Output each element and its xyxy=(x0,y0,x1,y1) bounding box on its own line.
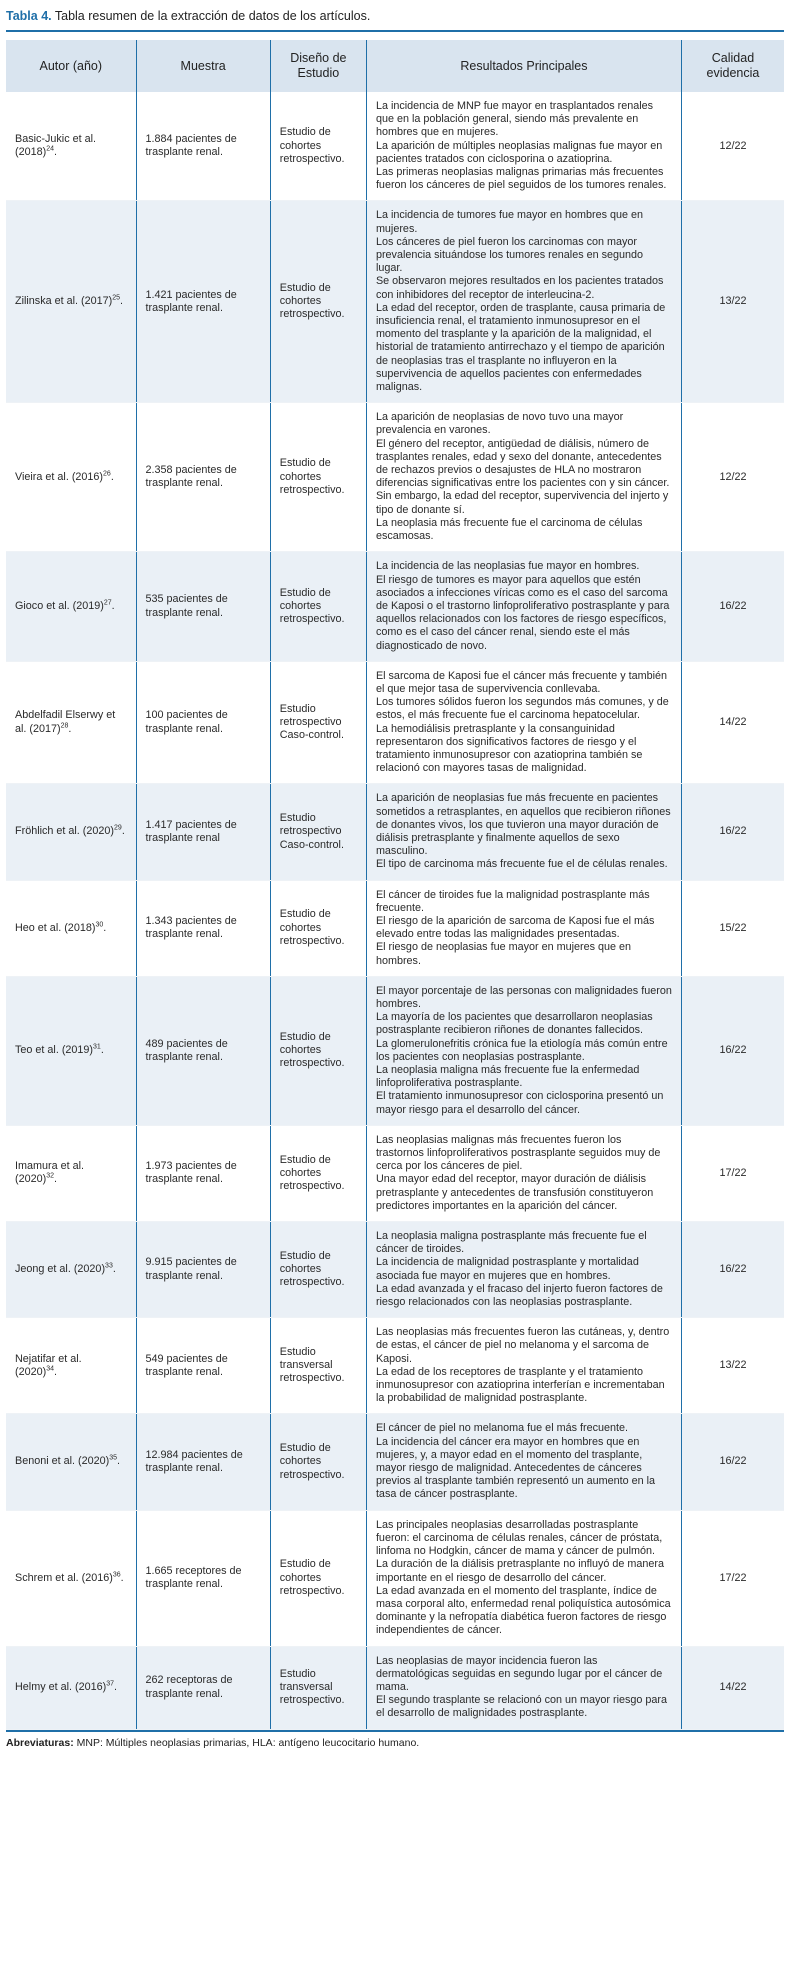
cell-sample: 489 pacientes de trasplante renal. xyxy=(136,976,270,1125)
author-text: Basic-Jukic et al. (2018) xyxy=(15,133,97,159)
footnote xyxy=(6,1736,784,1750)
cell-author: Vieira et al. $(2016)^{26}$. xyxy=(6,403,136,552)
cell-quality: 12/22 xyxy=(681,92,784,201)
reference-number: 26 xyxy=(103,470,111,478)
cell-author: Jeong et al. $(2020)^{33}$. xyxy=(6,1222,136,1318)
cell-quality: 16/22 xyxy=(681,784,784,880)
table-row xyxy=(6,1222,784,1318)
reference-number: 37 xyxy=(106,1680,115,1688)
result-line: Los tumores sólidos fueron los segundos más comunes, y de estos, el más frecuente fue el carcinoma hepatocelular. xyxy=(375,696,669,722)
author-text: Fröhlich et al. (2020) xyxy=(15,825,115,838)
cell-results xyxy=(366,1318,681,1414)
reference-number: 34 xyxy=(46,1365,55,1373)
cell-quality: 14/22 xyxy=(681,1646,784,1729)
result-line: Las neoplasias de mayor incidencia fueron las dermatológicas seguidas en segundo lugar por el cáncer de mama. xyxy=(375,1654,663,1693)
result-line: La glomerulonefritis crónica fue la etiología más común entre los pacientes con neoplasias postrasplante. xyxy=(375,1037,668,1063)
cell-sample: 549 pacientes de trasplante renal. xyxy=(136,1318,270,1414)
result-line: La incidencia de MNP fue mayor en trasplantados renales que en la población general, siendo más prevalente en hombres que en mujeres. xyxy=(375,100,654,139)
cell-sample: 12.984 pacientes de trasplante renal. xyxy=(136,1414,270,1510)
cell-results xyxy=(366,201,681,403)
reference-number: 36 xyxy=(112,1570,121,1578)
result-line: La hemodiálisis pretrasplante y la consanguinidad representaron dos significativos factores de riesgo y el tratamiento inmunosupresor con azatioprina también se relacionó con mayores tasas de malignidad. xyxy=(375,722,643,775)
cell-design: Estudio de cohortes retrospectivo. xyxy=(270,552,366,661)
cell-sample: 1.417 pacientes de trasplante renal xyxy=(136,784,270,880)
cell-author: Helmy et al. $(2016)^{37}$. xyxy=(6,1646,136,1729)
cell-sample: 1.421 pacientes de trasplante renal. xyxy=(136,201,270,403)
table-row xyxy=(6,552,784,661)
cell-design: Estudio transversal retrospectivo. xyxy=(270,1646,366,1729)
cell-design: Estudio de cohortes retrospectivo. xyxy=(270,1510,366,1646)
cell-sample: 1.884 pacientes de trasplante renal. xyxy=(136,92,270,201)
result-line: El cáncer de tiroides fue la malignidad postrasplante más frecuente. xyxy=(375,888,650,914)
result-line: Las neoplasias más frecuentes fueron las cutáneas, y, dentro de estas, el cáncer de piel no melanoma y el sarcoma de Kaposi. xyxy=(375,1326,670,1365)
result-line: El riesgo de tumores es mayor para aquellos que estén asociados a infecciones víricas como es el caso del sarcoma de Kaposi o el trastorno linfoproliferativo postrasplante y para aquellos relacionados con los factores de riesgo específicos, como es el caso del cáncer renal, siendo este el más diagnosticado de novo. xyxy=(375,573,670,652)
cell-design: Estudio de cohortes retrospectivo. xyxy=(270,976,366,1125)
cell-author: Zilinska et al. $(2017)^{25}$. xyxy=(6,201,136,403)
reference-number: 27 xyxy=(103,599,112,607)
footnote-label: Abreviaturas: xyxy=(6,1736,74,1749)
table-row xyxy=(6,201,784,403)
cell-results xyxy=(366,92,681,201)
table-row xyxy=(6,1318,784,1414)
result-line: La edad del receptor, orden de trasplante, causa primaria de insuficiencia renal, el tratamiento inmunosupresor en el momento del trasplante y la aparición de la malignidad, el historial de tratamiento antirrechazo y el tiempo de aparición de neoplasias tras el trasplante no influyeron en la supervivencia de aquellos pacientes con enfermedades malignas. xyxy=(375,301,666,394)
cell-quality: 15/22 xyxy=(681,880,784,976)
result-line: El mayor porcentaje de las personas con malignidades fueron hombres. xyxy=(375,984,672,1010)
table-row xyxy=(6,1414,784,1510)
result-line: La aparición de múltiples neoplasias malignas fue mayor en pacientes tratados con ciclosporina o azatioprina. xyxy=(375,139,663,165)
cell-author: Teo et al. $(2019)^{31}$. xyxy=(6,976,136,1125)
result-line: La aparición de neoplasias de novo tuvo una mayor prevalencia en varones. xyxy=(375,411,624,437)
cell-sample: 2.358 pacientes de trasplante renal. xyxy=(136,403,270,552)
table-row xyxy=(6,661,784,784)
header-author: Autor (año) xyxy=(6,40,136,92)
cell-sample: 1.665 receptores de trasplante renal. xyxy=(136,1510,270,1646)
cell-author: Gioco et al. $(2019)^{27}$. xyxy=(6,552,136,661)
cell-results xyxy=(366,976,681,1125)
cell-results xyxy=(366,1125,681,1221)
result-line: La edad avanzada y el fracaso del injerto fueron factores de riesgo relacionados con las neoplasias postrasplante. xyxy=(375,1282,663,1309)
cell-quality: 14/22 xyxy=(681,661,784,784)
top-rule xyxy=(6,30,784,32)
author-text: Gioco et al. (2019) xyxy=(15,599,104,612)
result-line: Las primeras neoplasias malignas primarias más frecuentes fueron los cánceres de piel seguidos de los tumores renales. xyxy=(375,166,667,192)
result-line: El género del receptor, antigüedad de diálisis, número de trasplantes renales, edad y sexo del donante, antecedentes de rechazos previos o desajustes de HLA no mostraron diferencias significativas entre los pacientes con y sin cáncer. Sin embargo, la edad del receptor, supervivencia del injerto y tipo de donante sí. xyxy=(375,437,670,516)
author-text: Abdelfadil Elserwy et al. (2017) xyxy=(15,709,116,735)
table-row xyxy=(6,1646,784,1729)
cell-sample: 1.343 pacientes de trasplante renal. xyxy=(136,880,270,976)
cell-design: Estudio de cohortes retrospectivo. xyxy=(270,880,366,976)
cell-sample: 9.915 pacientes de trasplante renal. xyxy=(136,1222,270,1318)
cell-quality: 16/22 xyxy=(681,1222,784,1318)
reference-number: 32 xyxy=(46,1172,55,1180)
result-line: La incidencia de malignidad postrasplante y mortalidad asociada fue mayor en mujeres que en hombres. xyxy=(375,1256,639,1282)
cell-results xyxy=(366,1646,681,1729)
result-line: El riesgo de la aparición de sarcoma de Kaposi fue el más elevado entre todas las malignidades presentadas. xyxy=(375,914,655,941)
cell-design: Estudio de cohortes retrospectivo. xyxy=(270,1414,366,1510)
result-line: Las neoplasias malignas más frecuentes fueron los trastornos linfoproliferativos postrasplante seguidos muy de cerca por los cánceres de piel. xyxy=(375,1133,661,1173)
cell-quality: 17/22 xyxy=(681,1510,784,1646)
cell-author: Nejatifar et al. $(2020)^{34}$. xyxy=(6,1318,136,1414)
cell-design: Estudio de cohortes retrospectivo. xyxy=(270,1125,366,1221)
result-line: El tipo de carcinoma más frecuente fue el de células renales. xyxy=(375,858,668,871)
table-row xyxy=(6,784,784,880)
cell-quality: 17/22 xyxy=(681,1125,784,1221)
author-text: Teo et al. (2019) xyxy=(15,1044,94,1057)
reference-number: 24 xyxy=(46,145,55,153)
header-quality: Calidad evidencia xyxy=(681,40,784,92)
cell-design: Estudio de cohortes retrospectivo. xyxy=(270,403,366,552)
result-line: El sarcoma de Kaposi fue el cáncer más frecuente y también el que mejor tasa de supervivencia conllevaba. xyxy=(375,669,668,695)
result-line: La aparición de neoplasias fue más frecuente en pacientes sometidos a retrasplantes, en aquellos que recibieron riñones de donantes vivos, los que tuvieron una mayor duración de diálisis pretrasplante y finalmente aquellos de sexo masculino. xyxy=(375,792,671,858)
cell-results xyxy=(366,552,681,661)
result-line: La neoplasia maligna postrasplante más frecuente fue el cáncer de tiroides. xyxy=(375,1230,647,1256)
cell-results xyxy=(366,1414,681,1510)
result-line: El tratamiento inmunosupresor con ciclosporina presentó un mayor riesgo para el desarrollo del cáncer. xyxy=(375,1090,664,1116)
footnote-text: MNP: Múltiples neoplasias primarias, HLA: antígeno leucocitario humano. xyxy=(73,1736,420,1749)
result-line: La incidencia del cáncer era mayor en hombres que en mujeres, y, a mayor edad en el momento del trasplante, mayor riesgo de malignidad. Antecedentes de cánceres previos al trasplante también representó un aumento en la tasa de cáncer postrasplante. xyxy=(375,1435,656,1501)
result-line: El segundo trasplante se relacionó con un mayor riesgo para el desarrollo de malignidades postrasplante. xyxy=(375,1694,668,1720)
table-row xyxy=(6,403,784,552)
author-text: Heo et al. (2018) xyxy=(15,921,96,934)
cell-quality: 16/22 xyxy=(681,976,784,1125)
cell-design: Estudio retrospectivo Caso-control. xyxy=(270,784,366,880)
result-line: La edad de los receptores de trasplante y el tratamiento inmunosupresor con azatioprina interferían e incrementaban la probabilidad de malignidad postrasplante. xyxy=(375,1365,665,1405)
result-line: Una mayor edad del receptor, mayor duración de diálisis pretrasplante y antecedentes de transfusión constituyeron predictores importantes en la aparición del cáncer. xyxy=(375,1173,654,1212)
result-line: Los cánceres de piel fueron los carcinomas con mayor prevalencia situándose los tumores renales en segundo lugar. xyxy=(375,235,644,275)
reference-number: 31 xyxy=(93,1043,101,1051)
cell-results xyxy=(366,1222,681,1318)
cell-sample: 100 pacientes de trasplante renal. xyxy=(136,661,270,784)
reference-number: 29 xyxy=(114,824,122,832)
table-row xyxy=(6,976,784,1125)
reference-number: 30 xyxy=(95,920,104,928)
author-text: Vieira et al. (2016) xyxy=(15,470,104,483)
author-text: Zilinska et al. (2017) xyxy=(15,295,113,308)
result-line: El riesgo de neoplasias fue mayor en mujeres que en hombres. xyxy=(375,941,632,967)
result-line: Las principales neoplasias desarrolladas postrasplante fueron: el carcinoma de células renales, cáncer de próstata, linfoma no Hodgkin, cáncer de mama y cáncer de pulmón. xyxy=(375,1518,663,1558)
author-text: Helmy et al. (2016) xyxy=(15,1680,107,1693)
cell-author: Benoni et al. $(2020)^{35}$. xyxy=(6,1414,136,1510)
cell-author: Imamura et al. $(2020)^{32}$. xyxy=(6,1125,136,1221)
table-caption xyxy=(6,8,784,24)
cell-sample: 1.973 pacientes de trasplante renal. xyxy=(136,1125,270,1221)
cell-quality: 16/22 xyxy=(681,552,784,661)
table-row xyxy=(6,880,784,976)
cell-quality: 13/22 xyxy=(681,201,784,403)
header-row xyxy=(6,40,784,92)
table-row xyxy=(6,1510,784,1646)
result-line: Se observaron mejores resultados en los pacientes tratados con inhibidores del receptor de interleucina-2. xyxy=(375,275,664,301)
cell-design: Estudio de cohortes retrospectivo. xyxy=(270,201,366,403)
header-sample: Muestra xyxy=(136,40,270,92)
cell-results xyxy=(366,880,681,976)
cell-design: Estudio retrospectivo Caso-control. xyxy=(270,661,366,784)
cell-results xyxy=(366,1510,681,1646)
result-line: La edad avanzada en el momento del trasplante, índice de masa corporal alto, enfermedad renal poliquística autosómica dominante y la nefropatía diabética fueron factores de riesgo independientes de cáncer. xyxy=(375,1584,671,1637)
header-results: Resultados Principales xyxy=(366,40,681,92)
table-row xyxy=(6,1125,784,1221)
result-line: La neoplasia maligna más frecuente fue la enfermedad linfoproliferativa postrasplante. xyxy=(375,1064,640,1090)
cell-results xyxy=(366,784,681,880)
reference-number: 25 xyxy=(112,294,121,302)
summary-table xyxy=(6,40,784,1730)
cell-quality: 12/22 xyxy=(681,403,784,552)
result-line: La incidencia de tumores fue mayor en hombres que en mujeres. xyxy=(375,209,644,235)
cell-design: Estudio de cohortes retrospectivo. xyxy=(270,92,366,201)
reference-number: 28 xyxy=(60,721,69,729)
author-text: Imamura et al. (2020) xyxy=(15,1160,85,1186)
cell-author: Schrem et al. $(2016)^{36}$. xyxy=(6,1510,136,1646)
cell-sample: 535 pacientes de trasplante renal. xyxy=(136,552,270,661)
result-line: La incidencia de las neoplasias fue mayor en hombres. xyxy=(375,560,640,573)
author-text: Schrem et al. (2016) xyxy=(15,1571,113,1584)
table-body xyxy=(6,92,784,1729)
author-text: Benoni et al. (2020) xyxy=(15,1455,110,1468)
caption-label: Tabla 4. xyxy=(6,9,52,23)
table-row xyxy=(6,92,784,201)
cell-quality: 16/22 xyxy=(681,1414,784,1510)
cell-author: Heo et al. $(2018)^{30}$. xyxy=(6,880,136,976)
cell-design: Estudio de cohortes retrospectivo. xyxy=(270,1222,366,1318)
result-line: La duración de la diálisis pretrasplante no influyó de manera importante en el riesgo de desarrollo del cáncer. xyxy=(375,1558,665,1584)
header-design: Diseño de Estudio xyxy=(270,40,366,92)
cell-quality: 13/22 xyxy=(681,1318,784,1414)
reference-number: 35 xyxy=(109,1454,118,1462)
cell-results xyxy=(366,661,681,784)
author-text: Nejatifar et al. (2020) xyxy=(15,1352,82,1378)
reference-number: 33 xyxy=(105,1262,113,1270)
cell-author: Basic-Jukic et al. $(2018)^{24}$. xyxy=(6,92,136,201)
cell-results xyxy=(366,403,681,552)
result-line: El cáncer de piel no melanoma fue el más frecuente. xyxy=(375,1422,629,1435)
caption-text: Tabla resumen de la extracción de datos de los artículos. xyxy=(51,9,371,23)
cell-design: Estudio transversal retrospectivo. xyxy=(270,1318,366,1414)
bottom-rule xyxy=(6,1730,784,1732)
result-line: La mayoría de los pacientes que desarrollaron neoplasias postrasplante recibieron riñones de donantes fallecidos. xyxy=(375,1011,653,1037)
cell-author: Abdelfadil Elserwy et al. $(2017)^{28}$. xyxy=(6,661,136,784)
cell-author: Fröhlich et al. $(2020)^{29}$. xyxy=(6,784,136,880)
author-text: Jeong et al. (2020) xyxy=(15,1263,106,1276)
cell-sample: 262 receptoras de trasplante renal. xyxy=(136,1646,270,1729)
result-line: La neoplasia más frecuente fue el carcinoma de células escamosas. xyxy=(375,516,643,543)
